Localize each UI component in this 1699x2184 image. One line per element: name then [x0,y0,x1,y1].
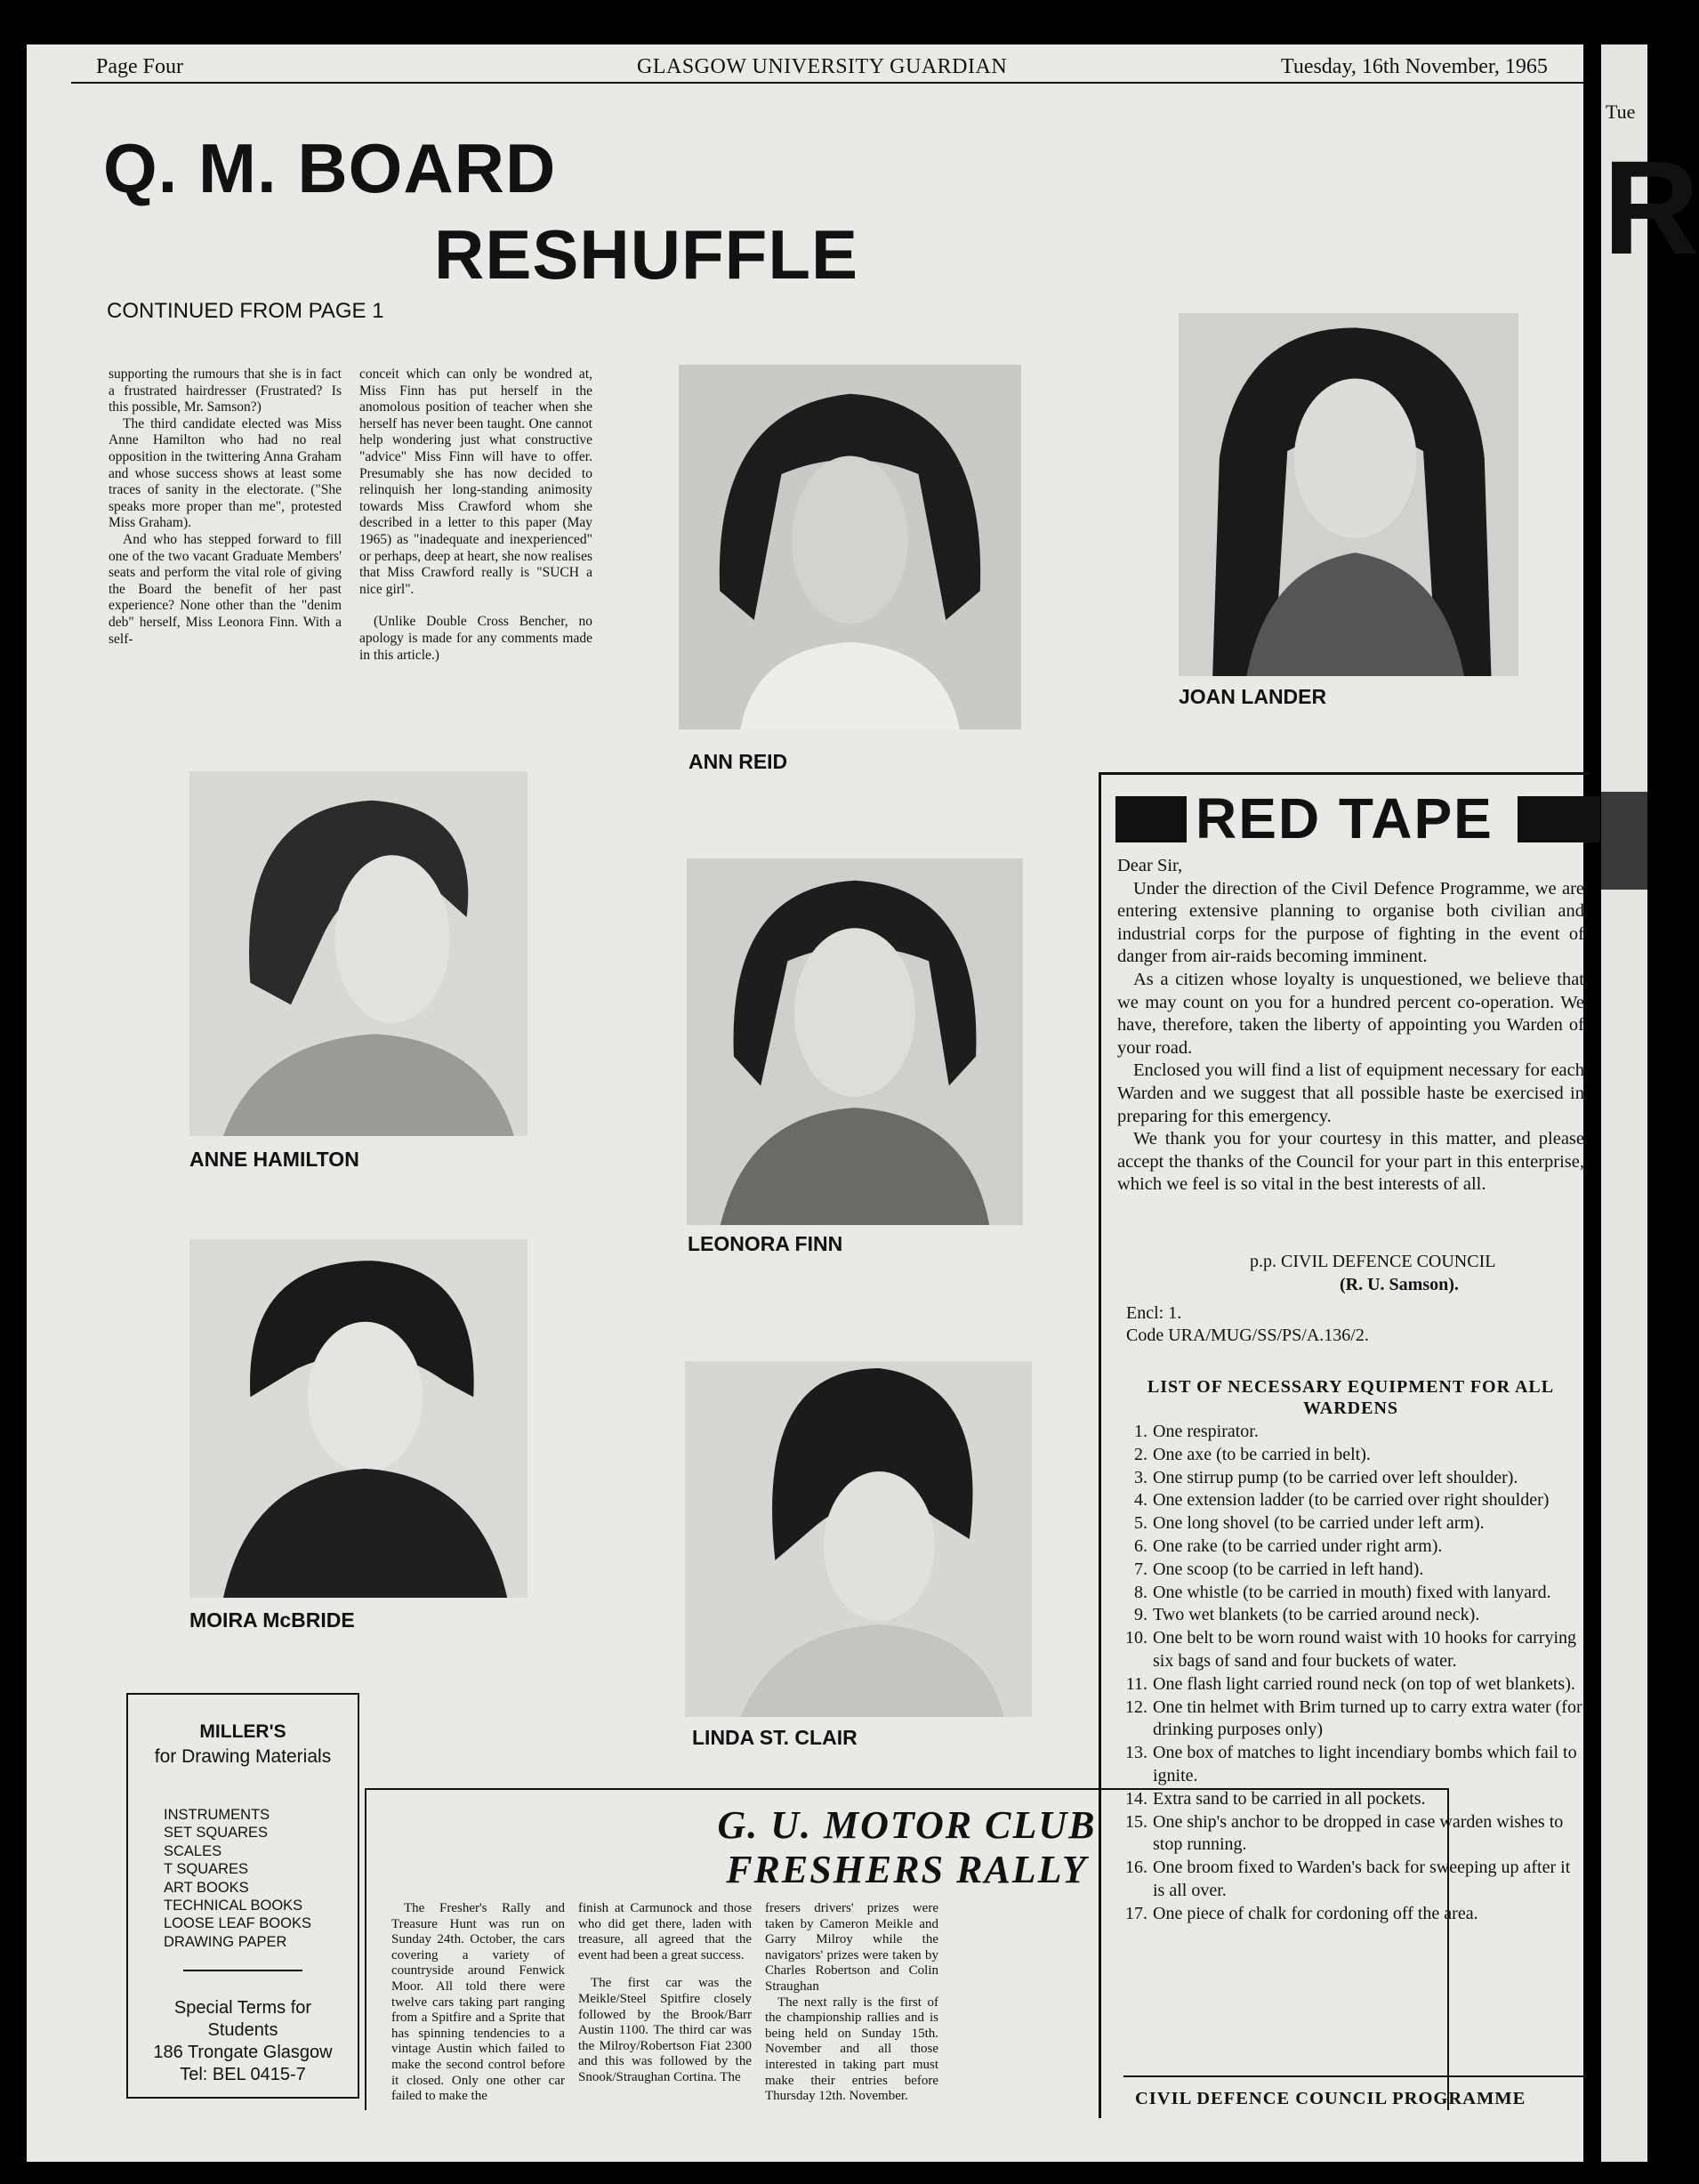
photo-anne-hamilton [189,771,527,1136]
advert-product: LOOSE LEAF BOOKS [164,1915,311,1932]
equipment-item [1121,1535,1583,1559]
advert-address: 186 Trongate Glasgow [153,2043,333,2062]
item-number: 16. [1125,1858,1147,1878]
caption-linda-st-clair: LINDA ST. CLAIR [692,1726,858,1749]
issue-date: Tuesday, 16th November, 1965 [1281,55,1548,78]
advert-rule [183,1970,302,1971]
portrait-image [685,1361,1032,1717]
portrait-image [189,1239,527,1598]
advert-phone: Tel: BEL 0415-7 [180,2065,306,2084]
item-text: One belt to be worn round waist with 10 hooks for carrying six bags of sand and four buckets of water. [1153,1628,1577,1671]
caption-moira-mcbride: MOIRA McBRIDE [189,1608,355,1632]
article-paragraph: (Unlike Double Cross Bencher, no apology is made for any comments made in this article.) [359,614,592,663]
advert-offer [128,1997,358,2086]
equipment-item [1121,1467,1583,1490]
item-number: 6. [1134,1535,1147,1556]
millers-advert [126,1693,359,2099]
equipment-item [1121,1582,1583,1605]
advert-product-list [164,1806,311,1951]
article-column-1 [109,367,342,648]
advert-offer-line1: Special Terms for [173,1998,312,2018]
item-text: One flash light carried round neck (on top of wet blankets). [1153,1673,1575,1694]
letter-paragraph: Under the direction of the Civil Defence Programme, we are entering extensive planning to organise both civilian and industrial corps for the purpose of fighting in the event of danger from air-raids becoming imminent. [1117,878,1584,967]
item-text: Extra sand to be carried in all pockets. [1153,1788,1426,1809]
motor-paragraph: The next rally is the first of the championship rallies and is being held on Sunday 15th. November and all those interested in taking part must make their entries before Thursday 12th. November. [765,1995,938,2104]
item-text: One long shovel (to be carried under left arm). [1153,1513,1485,1534]
red-tape-heading [1115,786,1600,850]
item-number: 17. [1125,1903,1147,1923]
photo-ann-reid [679,365,1021,729]
item-text: One axe (to be carried in belt). [1153,1444,1371,1464]
item-number: 11. [1125,1673,1147,1694]
portrait-image [189,771,527,1136]
motor-club-title-line2: FRESHERS RALLY [726,1848,1088,1891]
letter-paragraph: We thank you for your courtesy in this matter, and please accept the thanks of the Council for your part in this enterprise, which we feel is so vital in the best interests of all. [1117,1129,1584,1195]
item-text: One broom fixed to Warden's back for sweeping up after it is all over. [1153,1858,1571,1900]
advert-shop-name: MILLER'S [199,1721,286,1742]
item-text: One box of matches to light incendiary bombs which fail to ignite. [1153,1743,1577,1785]
motor-paragraph: finish at Carmunock and those who did get there, laden with treasure, all agreed that the event had been a great success. [578,1901,752,1962]
portrait-image [679,365,1021,729]
newspaper-title: GLASGOW UNIVERSITY GUARDIAN [637,55,1008,78]
advert-product: DRAWING PAPER [164,1933,287,1950]
item-number: 5. [1134,1513,1147,1534]
motor-paragraph: The first car was the Meikle/Steel Spitfire closely followed by the Brook/Barr Austin 1100. The third car was the Milroy/Robertson Fiat 2300 and this was followed by the Snook/Straughan Cortina. The [578,1976,752,2084]
next-page-header: Tue [1606,101,1636,123]
equipment-item [1121,1512,1583,1535]
caption-anne-hamilton: ANNE HAMILTON [189,1148,359,1171]
letter-signatory: (R. U. Samson). [1340,1275,1459,1294]
item-number: 14. [1125,1788,1147,1809]
item-number: 13. [1125,1743,1147,1763]
page-number: Page Four [96,55,183,78]
equipment-item [1121,1489,1583,1512]
article-paragraph: conceit which can only be wondred at, Miss Finn has put herself in the anomolous position of teacher when she herself has never been taught. One cannot help wondering just what constructive "advice" Miss Finn will have to offer. Presumably she has now decided to relinquish her long-standing animosity towards Miss Crawford whom she described in a letter to this paper (May 1965) as "inadequate and inexperienced" or perhaps, deep at heart, she now realises that Miss Crawford really is "SUCH a nice girl". [359,367,592,597]
motor-club-column-3 [765,1901,938,2105]
item-number: 4. [1134,1490,1147,1511]
item-number: 8. [1134,1582,1147,1602]
advert-product: T SQUARES [164,1861,249,1878]
advert-product: SET SQUARES [164,1825,269,1841]
article-paragraph: supporting the rumours that she is in fact a frustrated hairdresser (Frustrated? Is this possible, Mr. Samson?) [109,367,342,415]
portrait-image [687,858,1023,1225]
photo-moira-mcbride [189,1239,527,1598]
photo-linda-st-clair [685,1361,1032,1717]
motor-club-column-2 [578,1901,752,2086]
equipment-item [1121,1444,1583,1467]
advert-product: TECHNICAL BOOKS [164,1898,303,1914]
equipment-item [1121,1742,1583,1788]
item-text: One extension ladder (to be carried over right shoulder) [1153,1490,1550,1511]
item-text: One whistle (to be carried in mouth) fixed with lanyard. [1153,1582,1551,1602]
advert-product: SCALES [164,1842,222,1859]
item-number: 1. [1134,1422,1147,1441]
red-tape-title: RED TAPE [1196,786,1494,850]
article-paragraph: And who has stepped forward to fill one of the two vacant Graduate Members' seats and perform the vital role of giving the Board the benefit of her past experience? None other than the "denim deb" herself, Miss Leonora Finn. With a self- [109,531,342,647]
item-text: One rake (to be carried under right arm). [1153,1535,1443,1556]
motor-paragraph: fresers drivers' prizes were taken by Cameron Meikle and Garry Milroy while the navigators' prizes were taken by Charles Robertson and Colin Straughan [765,1901,938,1994]
item-text: One tin helmet with Brim turned up to carry extra water (for drinking purposes only) [1153,1696,1582,1740]
equipment-item [1121,1559,1583,1582]
portrait-image [1179,313,1518,676]
letter-enclosure: Encl: 1. [1126,1303,1182,1323]
header-rule [71,82,1583,84]
headline-line1: Q. M. BOARD [103,129,557,207]
item-number: 2. [1134,1444,1147,1464]
equipment-item [1121,1627,1583,1673]
letter-salutation: Dear Sir, [1117,856,1183,875]
letter-code: Code URA/MUG/SS/PS/A.136/2. [1126,1326,1369,1345]
red-tape-footer: CIVIL DEFENCE COUNCIL PROGRAMME [1135,2089,1526,2108]
item-text: One ship's anchor to be dropped in case warden wishes to stop running. [1153,1811,1564,1855]
heading-black-bar [1115,796,1187,842]
equipment-list-title: LIST OF NECESSARY EQUIPMENT FOR ALL WARDENS [1147,1377,1555,1418]
item-text: One scoop (to be carried in left hand). [1153,1559,1424,1579]
caption-leonora-finn: LEONORA FINN [688,1232,843,1255]
advert-tagline: for Drawing Materials [154,1746,332,1767]
next-page-edge [1601,44,1699,2162]
equipment-item [1121,1421,1583,1444]
equipment-item [1121,1696,1583,1743]
next-page-photo-edge [1601,792,1647,890]
photo-leonora-finn [687,858,1023,1225]
headline-line2: RESHUFFLE [434,215,858,294]
equipment-item [1121,1673,1583,1696]
next-page-headline-letter: R [1603,133,1699,282]
caption-joan-lander: JOAN LANDER [1179,685,1327,708]
equipment-item [1121,1604,1583,1627]
item-number: 10. [1125,1628,1147,1648]
advert-product: ART BOOKS [164,1879,249,1896]
motor-paragraph: The Fresher's Rally and Treasure Hunt was run on Sunday 24th. October, the cars covering a variety of countryside around Fenwick Moor. All told there were twelve cars taking part ranging from a Spitfire and a Sprite that has spinning tendencies to a vintage Austin which failed to make the second control before it closed. Only one other car failed to make the [391,1901,565,2104]
item-text: One respirator. [1153,1422,1259,1441]
heading-black-bar [1518,796,1600,842]
item-number: 15. [1125,1811,1147,1832]
red-tape-letter [1117,855,1584,1197]
item-number: 12. [1125,1696,1147,1717]
letter-paragraph: As a citizen whose loyalty is unquestioned, we believe that we may count on you for a hundred percent co-operation. We have, therefore, taken the liberty of appointing you Warden of your road. [1117,969,1584,1058]
article-paragraph: The third candidate elected was Miss Anne Hamilton who had no real opposition in the twittering Anna Graham and whose success shows at least some traces of sanity in the electorate. ("She speaks more proper than me", protested Miss Graham). [109,415,342,531]
letter-signature: p.p. CIVIL DEFENCE COUNCIL [1250,1252,1496,1271]
item-number: 9. [1134,1605,1147,1625]
item-number: 3. [1134,1467,1147,1487]
letter-paragraph: Enclosed you will find a list of equipment necessary for each Warden and we suggest that all possible haste be exercised in preparing for this emergency. [1117,1060,1584,1126]
continued-note: CONTINUED FROM PAGE 1 [107,299,384,323]
motor-club-article [365,1788,1449,2110]
item-text: One stirrup pump (to be carried over left shoulder). [1153,1467,1518,1487]
caption-ann-reid: ANN REID [688,750,788,773]
item-text: One piece of chalk for cordoning off the area. [1153,1903,1478,1923]
item-number: 7. [1134,1559,1147,1579]
photo-joan-lander [1179,313,1518,676]
advert-product: INSTRUMENTS [164,1807,270,1823]
article-column-2 [359,367,592,664]
advert-offer-line2: Students [207,2020,278,2040]
item-text: Two wet blankets (to be carried around neck). [1153,1605,1480,1625]
motor-club-column-1 [391,1901,565,2105]
motor-club-title-line1: G. U. MOTOR CLUB [717,1803,1097,1847]
